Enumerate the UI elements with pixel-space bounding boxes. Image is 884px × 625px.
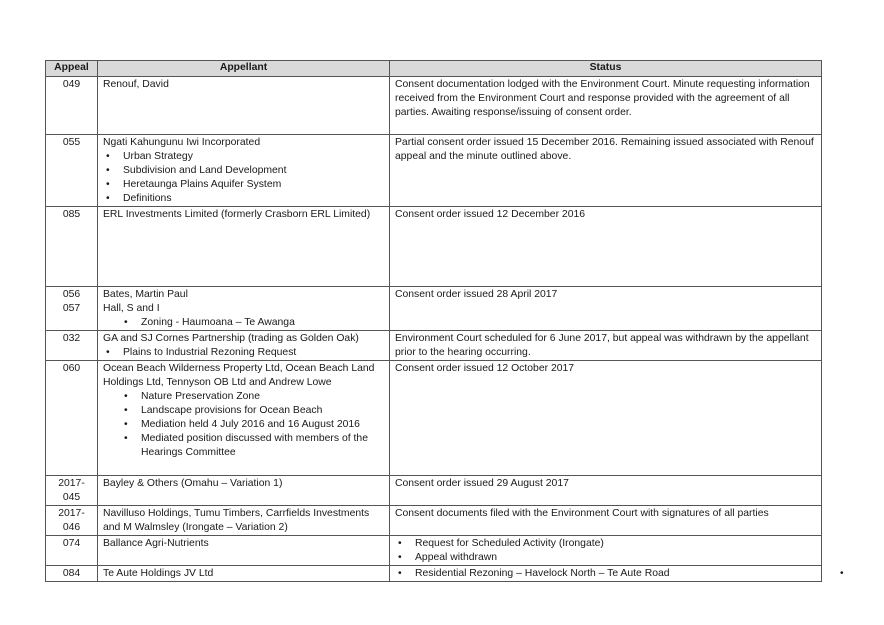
list-item: • Plains to Industrial Rezoning Request <box>103 346 384 360</box>
status-text: Environment Court scheduled for 6 June 2017, but appeal was withdrawn by the appellant prior to the hearing occurring. <box>395 333 809 358</box>
appeal-number: 074 <box>62 538 81 549</box>
appeal-cell <box>46 287 98 331</box>
list-item: • Request for Scheduled Activity (Irongate) <box>395 537 816 551</box>
table-row <box>46 135 822 207</box>
header-status: Status <box>390 61 822 77</box>
status-cell <box>390 77 822 135</box>
header-appellant: Appellant <box>98 61 390 77</box>
appellant-cell <box>98 566 390 582</box>
appeal-number: 032 <box>62 333 81 344</box>
appeal-number: 057 <box>62 303 81 314</box>
appellant-name: GA and SJ Cornes Partnership (trading as Golden Oak) <box>103 333 359 344</box>
appeals-table <box>45 60 822 582</box>
appellant-cell <box>98 331 390 361</box>
status-cell <box>390 361 822 476</box>
header-appeal: Appeal <box>46 61 98 77</box>
appellant-cell <box>98 287 390 331</box>
appellant-name: Ngati Kahungunu Iwi Incorporated <box>103 137 261 148</box>
appellant-cell <box>98 536 390 566</box>
appellant-name: Te Aute Holdings JV Ltd <box>103 568 214 579</box>
status-cell <box>390 287 822 331</box>
appeal-cell <box>46 476 98 506</box>
status-cell <box>390 331 822 361</box>
appellant-name: Ballance Agri-Nutrients <box>103 538 209 549</box>
status-cell <box>390 506 822 536</box>
status-list <box>395 567 816 581</box>
status-cell <box>390 566 822 582</box>
status-cell <box>390 536 822 566</box>
list-item: • Landscape provisions for Ocean Beach <box>103 404 384 418</box>
table-row <box>46 536 822 566</box>
appellant-name: ERL Investments Limited (formerly Crasborn ERL Limited) <box>103 209 371 220</box>
status-text: Consent documents filed with the Environment Court with signatures of all parties <box>395 508 769 519</box>
appeal-number: 060 <box>62 363 81 374</box>
appellant-topic-list <box>103 316 384 330</box>
table-row <box>46 506 822 536</box>
header-row <box>46 61 822 77</box>
status-cell <box>390 207 822 287</box>
appeal-number: 055 <box>62 137 81 148</box>
appeal-number: 049 <box>62 79 81 90</box>
appellant-topic-list <box>103 390 384 460</box>
appeal-number: 046 <box>62 522 81 533</box>
appeal-cell <box>46 331 98 361</box>
appellant-name: Renouf, David <box>103 79 169 90</box>
status-cell <box>390 135 822 207</box>
appeal-cell <box>46 77 98 135</box>
list-item: • Mediation held 4 July 2016 and 16 August 2016 <box>103 418 384 432</box>
appeal-cell <box>46 536 98 566</box>
appellant-cell <box>98 77 390 135</box>
appellant-cell <box>98 506 390 536</box>
list-item: • Definitions <box>103 192 384 206</box>
appellant-name: Navilluso Holdings, Tumu Timbers, Carrfields Investments and M Walmsley (Irongate – Variation 2) <box>103 508 370 533</box>
status-text: Consent documentation lodged with the Environment Court. Minute requesting information received from the Environment Court and response provided with the agreement of all parties. Awaiting response/issuing of consent order. <box>395 79 810 118</box>
appeal-number: 045 <box>62 492 81 503</box>
list-item: • Subdivision and Land Development <box>103 164 384 178</box>
status-list <box>395 537 816 565</box>
list-item: • Zoning - Haumoana – Te Awanga <box>103 316 384 330</box>
appellant-name: Bates, Martin Paul <box>103 289 188 300</box>
table-row <box>46 207 822 287</box>
appeal-number: 084 <box>62 568 81 579</box>
appeal-cell <box>46 566 98 582</box>
appeal-number: 2017- <box>58 508 85 519</box>
status-text: Consent order issued 12 October 2017 <box>395 363 575 374</box>
table-row <box>46 77 822 135</box>
appeal-number: 085 <box>62 209 81 220</box>
appellant-name: Bayley & Others (Omahu – Variation 1) <box>103 478 283 489</box>
appellant-topic-list <box>103 346 384 360</box>
list-item: • Appeal withdrawn <box>395 551 816 565</box>
table-row <box>46 331 822 361</box>
appeal-cell <box>46 506 98 536</box>
status-text: Partial consent order issued 15 December 2016. Remaining issued associated with Renouf appeal and the minute outlined above. <box>395 137 814 162</box>
list-item: • Nature Preservation Zone <box>103 390 384 404</box>
appeal-number: 2017- <box>58 478 85 489</box>
appellant-cell <box>98 476 390 506</box>
list-item: • Mediated position discussed with members of the Hearings Committee <box>103 432 384 460</box>
table-row <box>46 361 822 476</box>
appellant-cell <box>98 207 390 287</box>
status-cell <box>390 476 822 506</box>
list-item: • Residential Rezoning – Havelock North – Te Aute Road <box>395 567 816 581</box>
list-item: • Heretaunga Plains Aquifer System <box>103 178 384 192</box>
table-row <box>46 566 822 582</box>
appellant-name: Ocean Beach Wilderness Property Ltd, Ocean Beach Land Holdings Ltd, Tennyson OB Ltd and Andrew Lowe <box>103 363 375 388</box>
status-text: Consent order issued 29 August 2017 <box>395 478 569 489</box>
appeal-cell <box>46 207 98 287</box>
status-text: Consent order issued 12 December 2016 <box>395 209 586 220</box>
appeal-cell <box>46 135 98 207</box>
appellant-name: Hall, S and I <box>103 303 160 314</box>
trailing-bullet: • <box>840 568 844 579</box>
list-item: • Urban Strategy <box>103 150 384 164</box>
appeal-cell <box>46 361 98 476</box>
appeal-number: 056 <box>62 289 81 300</box>
appellant-topic-list <box>103 150 384 206</box>
appellant-cell <box>98 135 390 207</box>
table-row <box>46 476 822 506</box>
table-row <box>46 287 822 331</box>
appellant-cell <box>98 361 390 476</box>
status-text: Consent order issued 28 April 2017 <box>395 289 558 300</box>
